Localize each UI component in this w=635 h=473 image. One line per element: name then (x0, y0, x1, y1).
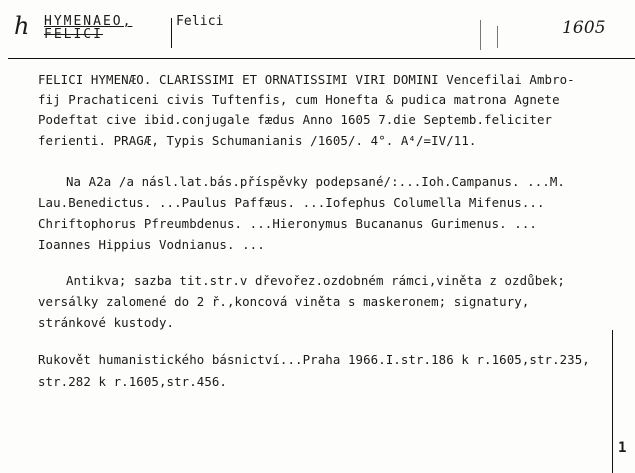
p1-line-2: fij Prachaticeni civis Tuftenfis, cum Honefta & pudica matrona Agnete (38, 92, 560, 107)
pencil-mark-right (497, 26, 498, 48)
p1-line-1: FELICI HYMENÆO. CLARISSIMI ET ORNATISSIMI VIRI DOMINI Vencefilai Ambro- (38, 72, 575, 87)
p2-line-1: Na A2a /a násl.lat.bás.příspěvky podepsané/:...Ioh.Campanus. ...M. (66, 174, 565, 189)
p4-line-1: Rukovět humanistického básnictví...Praha 1966.I.str.186 k r.1605,str.235, (38, 352, 590, 367)
p1-line-4: ferienti. PRAGÆ, Typis Schumanianis /1605/. 4°. A⁴/=IV/11. (38, 133, 477, 148)
pencil-mark-left (480, 20, 481, 50)
handwritten-mark: h (14, 12, 30, 40)
p2-line-2: Lau.Benedictus. ...Paulus Paffæus. ...Iofephus Columella Mifenus... (38, 195, 545, 210)
card-number: 1 (618, 440, 627, 456)
heading-tick (171, 18, 172, 48)
right-handwritten-note: 1605 (562, 18, 606, 38)
p1-line-3: Podeftat cive ibid.conjugale fædus Anno 1605 7.die Septemb.feliciter (38, 112, 553, 127)
heading-name: HYMENAEO, (44, 14, 133, 29)
heading-name-struck: FELICI (44, 27, 103, 42)
p3-line-1: Antikva; sazba tit.str.v dřevořez.ozdobném rámci,viněta z ozdůbek; (66, 273, 565, 288)
p2-line-3: Chriftophorus Pfreumbdenus. ...Hieronymus Bucananus Gurimenus. ... (38, 216, 537, 231)
heading-extra: Felici (176, 14, 224, 29)
p3-line-3: stránkové kustody. (38, 315, 175, 330)
p2-line-4: Ioannes Hippius Vodnianus. ... (38, 237, 265, 252)
header-rule (8, 58, 635, 59)
right-border (612, 330, 613, 473)
p3-line-2: versálky zalomené do 2 ř.,koncová viněta s maskeronem; signatury, (38, 294, 530, 309)
p4-line-2: str.282 k r.1605,str.456. (38, 374, 227, 389)
